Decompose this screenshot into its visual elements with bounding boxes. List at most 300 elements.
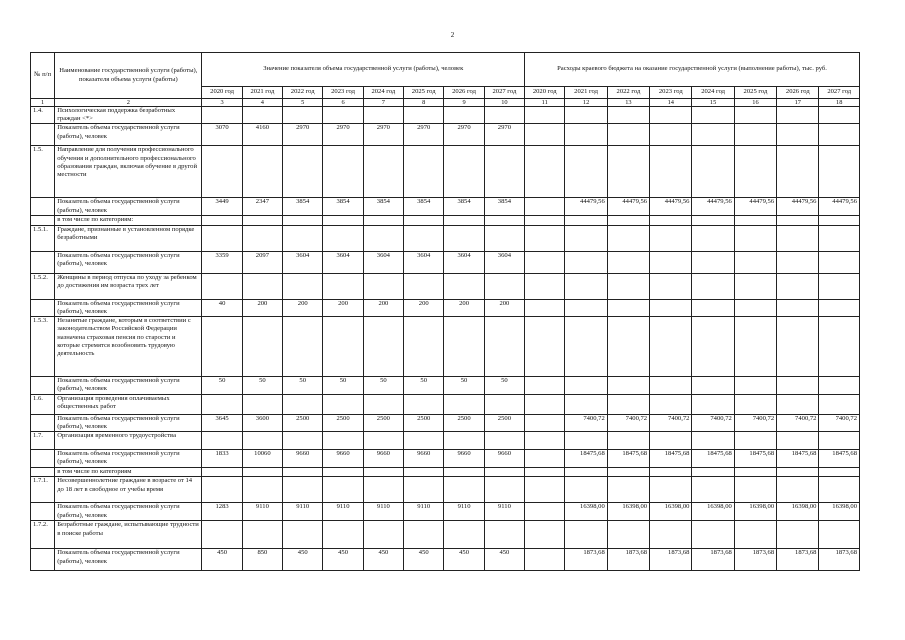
volume-cell	[202, 394, 242, 414]
column-number: 4	[242, 99, 282, 107]
expense-cell	[777, 107, 819, 124]
volume-cell	[283, 317, 323, 377]
volume-cell	[404, 216, 444, 225]
expense-cell	[734, 432, 776, 450]
column-number: 17	[777, 99, 819, 107]
expense-cell	[692, 394, 734, 414]
table-row	[31, 521, 860, 549]
volume-cell	[323, 225, 363, 251]
row-name: Показатель объема государственной услуги (работы), человек	[55, 503, 202, 521]
volume-cell: 450	[323, 549, 363, 571]
expense-year-header: 2020 год	[525, 87, 565, 99]
volume-cell: 3854	[283, 198, 323, 216]
column-number: 11	[525, 99, 565, 107]
expense-cell: 16398,00	[650, 503, 692, 521]
volume-cell	[202, 468, 242, 477]
expense-cell: 16398,00	[819, 503, 860, 521]
expense-cell	[607, 468, 649, 477]
volume-cell	[444, 317, 484, 377]
expense-cell	[777, 432, 819, 450]
volume-cell	[484, 273, 524, 299]
volume-cell: 9110	[444, 503, 484, 521]
volume-cell: 850	[242, 549, 282, 571]
volume-cell	[242, 432, 282, 450]
column-number: 10	[484, 99, 524, 107]
volume-cell	[283, 107, 323, 124]
volume-cell: 2500	[363, 414, 403, 431]
expense-cell	[777, 394, 819, 414]
row-code	[31, 216, 55, 225]
expense-cell	[734, 477, 776, 503]
expense-cell	[650, 377, 692, 394]
volume-cell	[323, 468, 363, 477]
volume-cell	[363, 216, 403, 225]
expense-cell	[692, 377, 734, 394]
expense-cell: 16398,00	[565, 503, 607, 521]
expense-cell: 1873,68	[565, 549, 607, 571]
expense-cell	[819, 216, 860, 225]
row-name: в том числе по категориям	[55, 468, 202, 477]
column-number: 6	[323, 99, 363, 107]
volume-cell	[444, 521, 484, 549]
volume-cell: 2097	[242, 251, 282, 273]
volume-cell	[283, 477, 323, 503]
volume-cell	[404, 521, 444, 549]
expense-cell	[692, 107, 734, 124]
volume-cell: 9110	[404, 503, 444, 521]
expense-cell: 7400,72	[607, 414, 649, 431]
volume-cell	[202, 146, 242, 198]
volume-cell: 9110	[283, 503, 323, 521]
volume-cell: 50	[283, 377, 323, 394]
volume-year-header: 2027 год	[484, 87, 524, 99]
column-number: 15	[692, 99, 734, 107]
volume-cell: 50	[202, 377, 242, 394]
column-number: 1	[31, 99, 55, 107]
volume-cell	[484, 432, 524, 450]
volume-cell: 3854	[444, 198, 484, 216]
volume-cell: 1283	[202, 503, 242, 521]
volume-cell	[484, 317, 524, 377]
volume-cell: 2500	[283, 414, 323, 431]
expense-cell	[525, 317, 565, 377]
expense-cell	[565, 317, 607, 377]
volume-cell: 9110	[323, 503, 363, 521]
table-row	[31, 317, 860, 377]
expense-year-header: 2022 год	[607, 87, 649, 99]
page-number: 2	[450, 31, 455, 39]
volume-cell: 200	[484, 299, 524, 316]
row-name: Безработные граждане, испытывающие трудности в поиске работы	[55, 521, 202, 549]
volume-cell: 9660	[444, 450, 484, 468]
column-number: 7	[363, 99, 403, 107]
expense-cell	[525, 198, 565, 216]
expense-cell	[565, 124, 607, 146]
volume-cell: 3645	[202, 414, 242, 431]
expense-cell	[525, 377, 565, 394]
expense-cell	[565, 432, 607, 450]
row-name: Несовершеннолетние граждане в возрасте от 14 до 18 лет в свободное от учебы время	[55, 477, 202, 503]
expense-cell: 44479,56	[565, 198, 607, 216]
expense-cell	[525, 521, 565, 549]
expense-cell	[525, 251, 565, 273]
expense-cell	[692, 251, 734, 273]
expense-cell	[525, 450, 565, 468]
column-number: 16	[734, 99, 776, 107]
volume-cell: 450	[363, 549, 403, 571]
row-code: 1.5.	[31, 146, 55, 198]
expense-cell	[819, 124, 860, 146]
row-code: 1.5.1.	[31, 225, 55, 251]
volume-cell: 450	[484, 549, 524, 571]
volume-cell	[202, 216, 242, 225]
volume-cell	[202, 273, 242, 299]
expense-cell: 44479,56	[607, 198, 649, 216]
expense-cell	[650, 299, 692, 316]
table-row	[31, 450, 860, 468]
volume-year-header: 2025 год	[404, 87, 444, 99]
table-row	[31, 225, 860, 251]
volume-cell: 3854	[363, 198, 403, 216]
volume-cell	[444, 432, 484, 450]
volume-year-header: 2024 год	[363, 87, 403, 99]
expense-cell: 7400,72	[565, 414, 607, 431]
volume-cell	[484, 225, 524, 251]
expense-cell	[777, 124, 819, 146]
expense-cell	[734, 299, 776, 316]
expense-cell	[650, 251, 692, 273]
expense-cell	[607, 317, 649, 377]
expense-cell	[777, 273, 819, 299]
table-row	[31, 216, 860, 225]
volume-cell	[242, 107, 282, 124]
expense-cell	[565, 107, 607, 124]
expense-cell: 44479,56	[777, 198, 819, 216]
volume-cell	[323, 477, 363, 503]
expense-cell	[565, 273, 607, 299]
expense-cell	[734, 146, 776, 198]
volume-cell: 200	[404, 299, 444, 316]
expense-cell	[819, 107, 860, 124]
expense-cell: 1873,68	[692, 549, 734, 571]
expense-cell	[734, 124, 776, 146]
expense-cell	[525, 225, 565, 251]
volume-cell	[444, 107, 484, 124]
volume-cell	[363, 468, 403, 477]
expense-cell: 7400,72	[650, 414, 692, 431]
volume-cell: 2970	[404, 124, 444, 146]
column-number: 14	[650, 99, 692, 107]
volume-cell: 50	[484, 377, 524, 394]
volume-cell	[202, 317, 242, 377]
expense-year-header: 2024 год	[692, 87, 734, 99]
expense-cell	[565, 225, 607, 251]
row-code	[31, 377, 55, 394]
expense-cell	[525, 216, 565, 225]
num-column-header: № п/п	[31, 53, 55, 99]
expense-cell: 18475,68	[777, 450, 819, 468]
volume-cell	[283, 146, 323, 198]
volume-cell: 50	[323, 377, 363, 394]
volume-cell: 10060	[242, 450, 282, 468]
expense-cell	[819, 477, 860, 503]
expense-cell	[777, 521, 819, 549]
row-code	[31, 124, 55, 146]
expense-cell: 7400,72	[692, 414, 734, 431]
expense-cell	[607, 394, 649, 414]
expense-cell	[607, 225, 649, 251]
row-name: Показатель объема государственной услуги (работы), человек	[55, 251, 202, 273]
table-row	[31, 503, 860, 521]
expense-cell	[777, 251, 819, 273]
expense-cell: 44479,56	[734, 198, 776, 216]
volume-cell: 2970	[484, 124, 524, 146]
expense-cell	[607, 107, 649, 124]
volume-cell: 9110	[363, 503, 403, 521]
expense-cell	[777, 477, 819, 503]
volume-cell: 200	[323, 299, 363, 316]
expense-year-header: 2026 год	[777, 87, 819, 99]
volume-cell	[283, 468, 323, 477]
volume-cell: 450	[283, 549, 323, 571]
row-name: Направление для получения профессионального обучения и дополнительного профессионального образования граждан, включая обучение в другой местности	[55, 146, 202, 198]
expense-cell	[650, 394, 692, 414]
expense-year-header: 2021 год	[565, 87, 607, 99]
table-row	[31, 477, 860, 503]
expense-cell	[607, 477, 649, 503]
row-code	[31, 468, 55, 477]
volume-cell: 2347	[242, 198, 282, 216]
volume-cell	[242, 317, 282, 377]
expense-cell	[819, 146, 860, 198]
expense-cell	[650, 521, 692, 549]
expense-year-header: 2025 год	[734, 87, 776, 99]
volume-cell: 50	[242, 377, 282, 394]
expense-cell	[734, 468, 776, 477]
expense-cell	[819, 377, 860, 394]
volume-cell	[444, 146, 484, 198]
expense-cell	[565, 299, 607, 316]
expense-cell: 18475,68	[819, 450, 860, 468]
volume-cell	[283, 216, 323, 225]
row-code	[31, 414, 55, 431]
expense-cell	[819, 251, 860, 273]
column-number: 2	[55, 99, 202, 107]
volume-cell	[404, 146, 444, 198]
volume-cell: 1833	[202, 450, 242, 468]
volume-cell: 50	[444, 377, 484, 394]
expense-cell	[607, 251, 649, 273]
expense-cell	[777, 216, 819, 225]
expense-cell: 1873,68	[734, 549, 776, 571]
volume-group-header: Значение показателя объема государственной услуги (работы), человек	[202, 53, 525, 87]
volume-cell	[363, 477, 403, 503]
expense-cell	[734, 216, 776, 225]
volume-cell: 9110	[484, 503, 524, 521]
volume-cell: 9660	[323, 450, 363, 468]
volume-year-header: 2023 год	[323, 87, 363, 99]
expense-cell	[607, 124, 649, 146]
expense-cell	[565, 477, 607, 503]
expense-cell	[734, 521, 776, 549]
expense-cell	[525, 124, 565, 146]
expense-cell: 18475,68	[607, 450, 649, 468]
volume-cell	[323, 317, 363, 377]
expense-cell	[650, 124, 692, 146]
volume-cell: 2500	[484, 414, 524, 431]
expense-cell	[650, 225, 692, 251]
expense-cell	[734, 394, 776, 414]
volume-cell: 3854	[484, 198, 524, 216]
expense-cell	[565, 146, 607, 198]
expense-cell	[607, 273, 649, 299]
volume-cell	[202, 521, 242, 549]
volume-cell	[404, 107, 444, 124]
volume-cell: 2500	[323, 414, 363, 431]
expense-cell	[692, 273, 734, 299]
volume-cell	[363, 273, 403, 299]
expense-cell	[819, 521, 860, 549]
row-name: в том числе по категориям:	[55, 216, 202, 225]
expense-cell	[777, 299, 819, 316]
volume-cell: 2970	[444, 124, 484, 146]
expense-cell	[692, 468, 734, 477]
expense-cell	[734, 225, 776, 251]
volume-year-header: 2020 год	[202, 87, 242, 99]
expense-cell	[525, 503, 565, 521]
expense-cell	[607, 299, 649, 316]
volume-cell	[242, 146, 282, 198]
table-row	[31, 273, 860, 299]
table-row	[31, 394, 860, 414]
volume-cell	[202, 432, 242, 450]
expense-cell	[565, 377, 607, 394]
volume-cell	[363, 394, 403, 414]
volume-cell	[242, 216, 282, 225]
expense-cell	[650, 146, 692, 198]
volume-year-header: 2021 год	[242, 87, 282, 99]
expense-cell	[819, 317, 860, 377]
table-row	[31, 414, 860, 431]
state-services-table	[30, 52, 860, 571]
expense-cell	[525, 468, 565, 477]
volume-cell: 3604	[323, 251, 363, 273]
expense-cell	[650, 107, 692, 124]
volume-cell	[404, 468, 444, 477]
volume-cell	[363, 146, 403, 198]
row-name: Показатель объема государственной услуги (работы), человек	[55, 377, 202, 394]
volume-cell	[323, 107, 363, 124]
table-row	[31, 377, 860, 394]
volume-cell	[323, 146, 363, 198]
expense-cell: 1873,68	[607, 549, 649, 571]
expense-cell: 16398,00	[777, 503, 819, 521]
table-row	[31, 107, 860, 124]
table-row	[31, 299, 860, 316]
row-name: Граждане, признанные в установленном порядке безработными	[55, 225, 202, 251]
row-name: Показатель объема государственной услуги (работы), человек	[55, 124, 202, 146]
row-name: Незанятые граждане, которым в соответствии с законодательством Российской Федерации назначена страховая пенсия по старости и которые стремятся возобновить трудовую деятельность	[55, 317, 202, 377]
row-name: Показатель объема государственной услуги (работы), человек	[55, 198, 202, 216]
expense-cell	[692, 146, 734, 198]
volume-cell: 3600	[242, 414, 282, 431]
volume-cell: 50	[404, 377, 444, 394]
expense-cell	[692, 317, 734, 377]
expense-cell	[734, 251, 776, 273]
expense-cell: 18475,68	[734, 450, 776, 468]
volume-cell	[283, 521, 323, 549]
expense-cell: 7400,72	[819, 414, 860, 431]
volume-cell	[444, 225, 484, 251]
column-number: 9	[444, 99, 484, 107]
row-code	[31, 503, 55, 521]
volume-cell	[444, 216, 484, 225]
expense-cell: 1873,68	[650, 549, 692, 571]
expense-cell: 44479,56	[650, 198, 692, 216]
row-name: Организация проведения оплачиваемых общественных работ	[55, 394, 202, 414]
volume-cell: 3854	[323, 198, 363, 216]
expense-cell	[734, 377, 776, 394]
volume-cell: 200	[283, 299, 323, 316]
volume-cell	[323, 273, 363, 299]
expense-cell	[565, 251, 607, 273]
volume-cell	[283, 225, 323, 251]
row-code	[31, 198, 55, 216]
expense-cell	[734, 107, 776, 124]
expense-cell	[565, 394, 607, 414]
expense-cell	[525, 549, 565, 571]
row-code: 1.6.	[31, 394, 55, 414]
volume-cell: 2500	[444, 414, 484, 431]
table-row	[31, 251, 860, 273]
expense-cell	[650, 477, 692, 503]
volume-cell	[484, 146, 524, 198]
volume-cell	[404, 273, 444, 299]
expense-cell	[692, 124, 734, 146]
expense-cell	[525, 414, 565, 431]
volume-cell	[444, 394, 484, 414]
expense-cell: 18475,68	[565, 450, 607, 468]
table-row	[31, 146, 860, 198]
row-code: 1.7.2.	[31, 521, 55, 549]
row-code	[31, 549, 55, 571]
volume-cell: 9660	[484, 450, 524, 468]
expense-cell	[692, 521, 734, 549]
expense-cell	[734, 273, 776, 299]
expense-cell: 1873,68	[819, 549, 860, 571]
row-name: Показатель объема государственной услуги (работы), человек	[55, 549, 202, 571]
expense-cell	[607, 146, 649, 198]
expense-cell	[692, 216, 734, 225]
volume-cell	[404, 394, 444, 414]
table-row	[31, 432, 860, 450]
row-name: Психологическая поддержка безработных граждан <*>	[55, 107, 202, 124]
volume-cell	[242, 273, 282, 299]
row-code	[31, 251, 55, 273]
volume-cell	[404, 477, 444, 503]
volume-cell	[444, 273, 484, 299]
volume-cell	[484, 107, 524, 124]
volume-cell: 3359	[202, 251, 242, 273]
volume-cell	[283, 394, 323, 414]
volume-cell	[404, 225, 444, 251]
expense-cell: 1873,68	[777, 549, 819, 571]
volume-cell	[404, 432, 444, 450]
volume-cell: 9660	[363, 450, 403, 468]
volume-cell	[283, 273, 323, 299]
column-number: 5	[283, 99, 323, 107]
expense-cell	[525, 107, 565, 124]
